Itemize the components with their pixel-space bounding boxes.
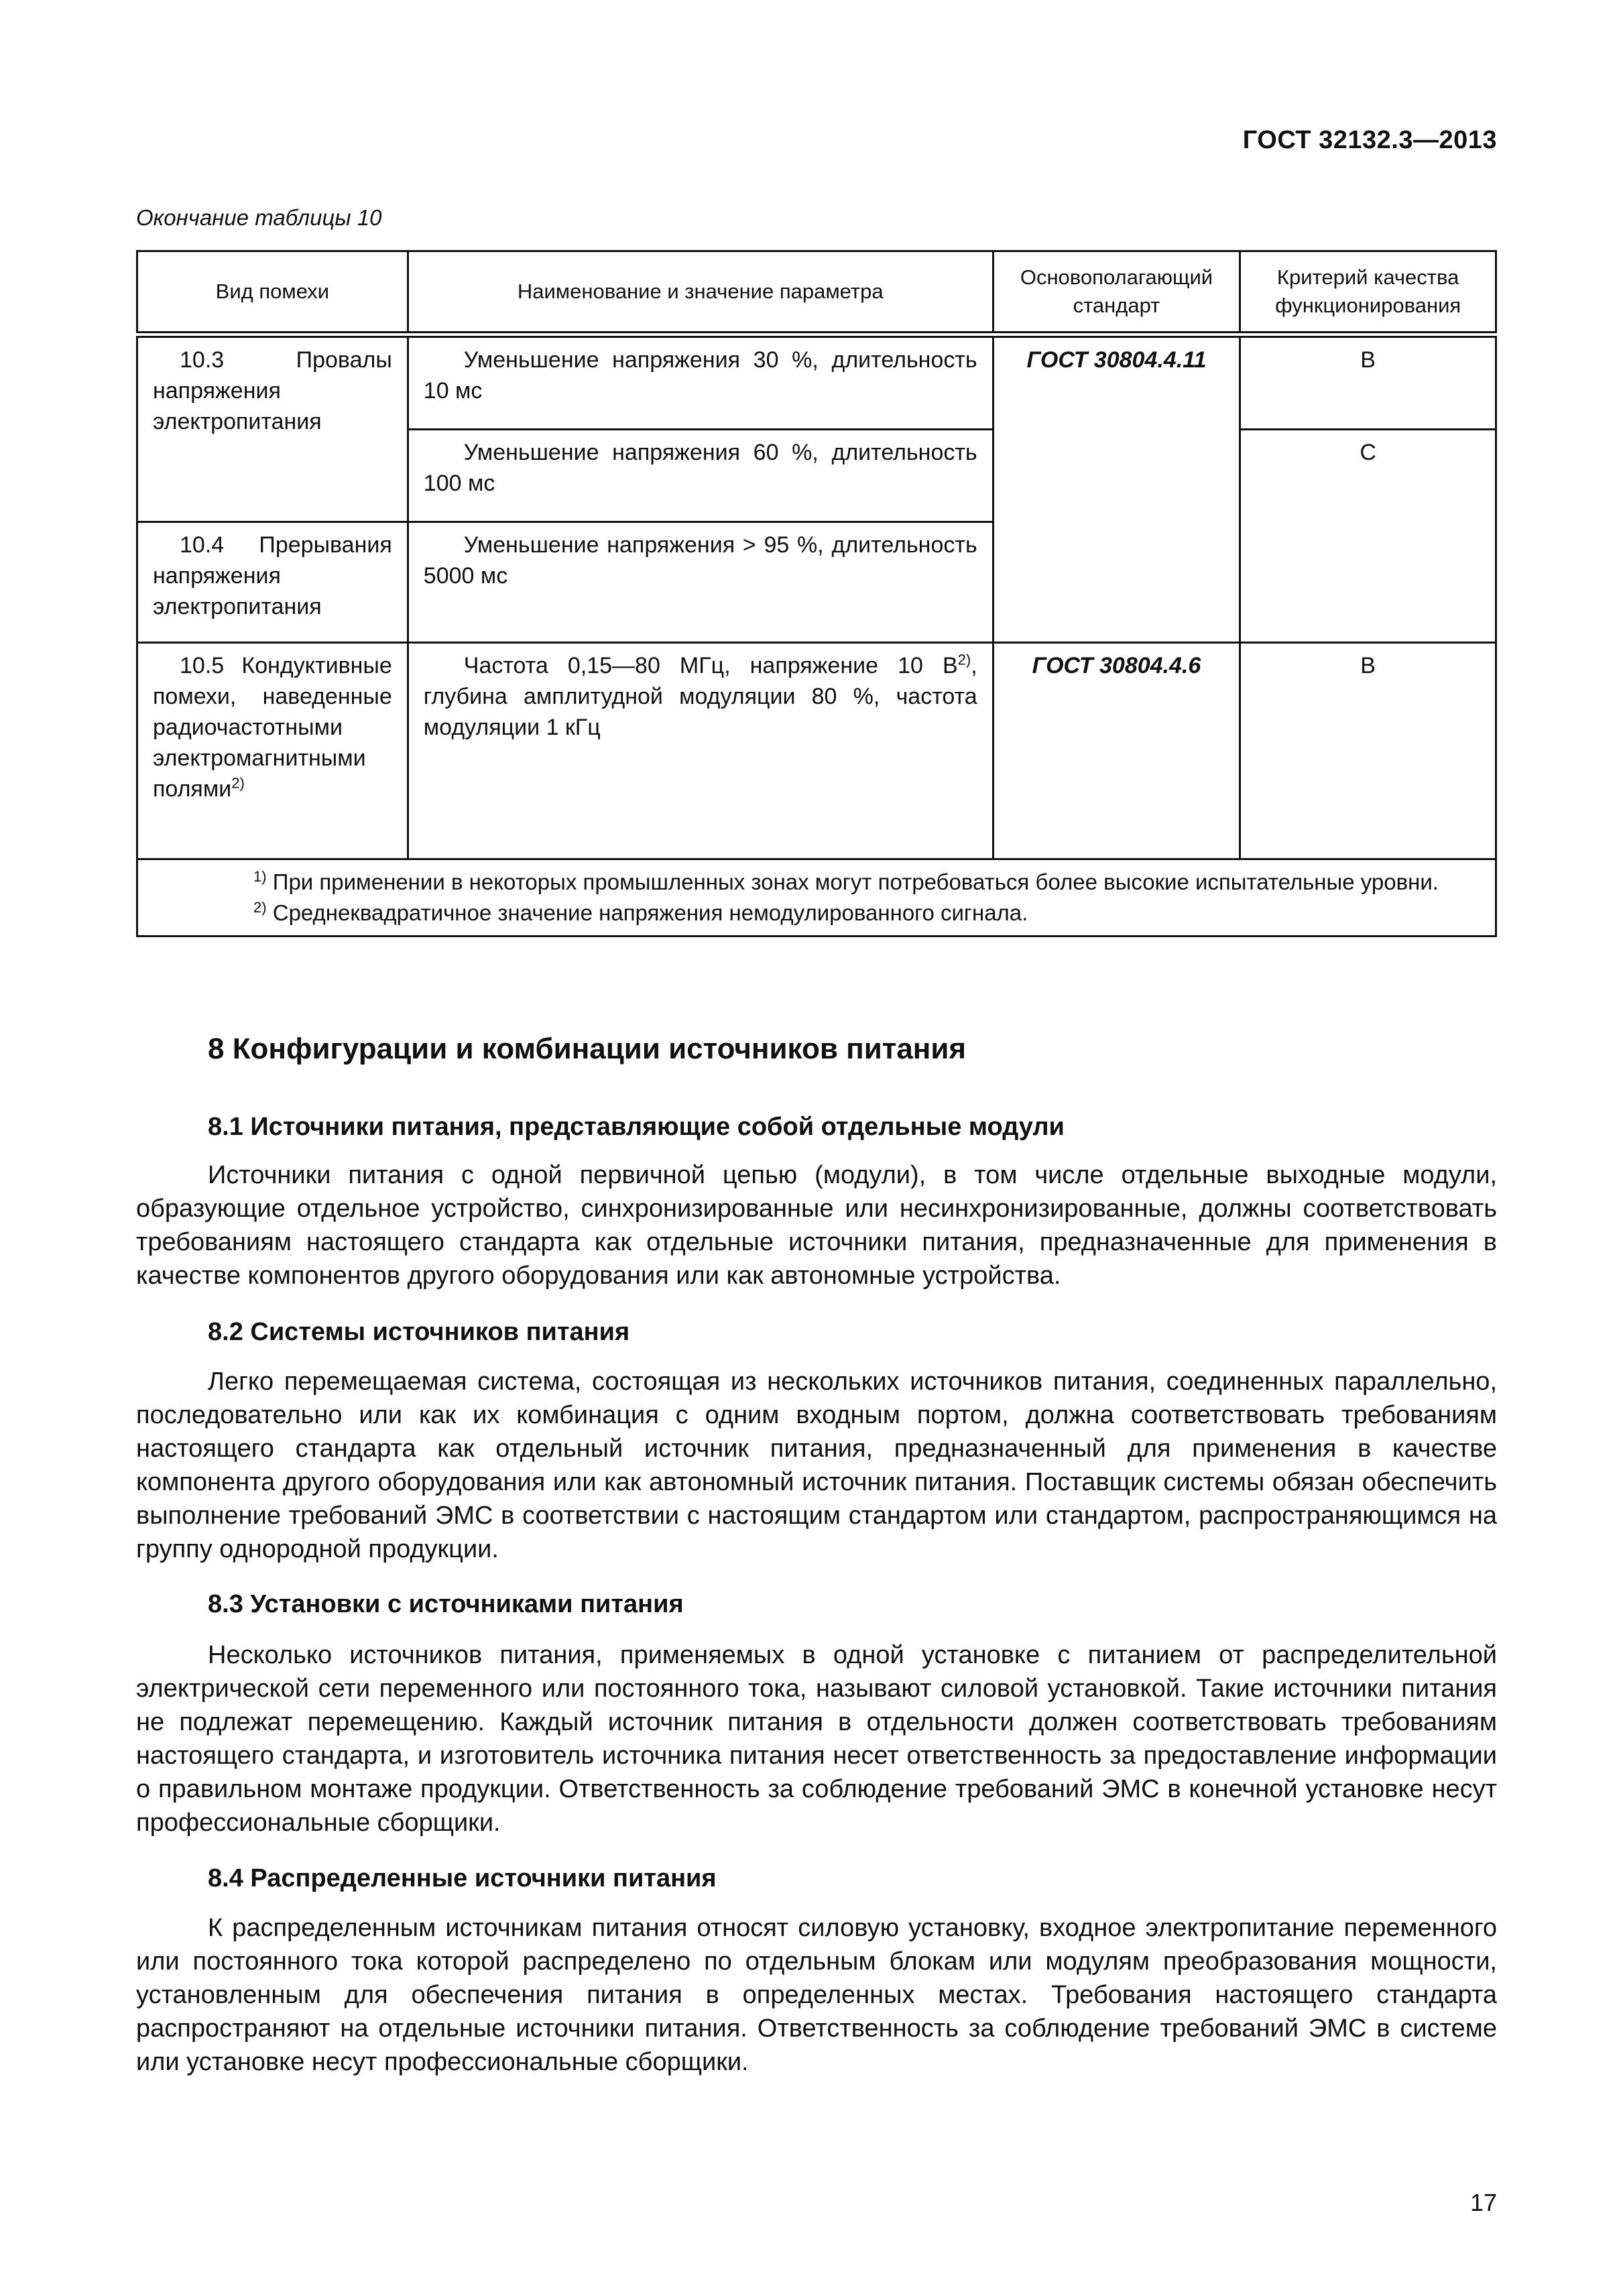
cell-standard-4-11: ГОСТ 30804.4.11: [993, 335, 1240, 643]
param-10-5-text-a: Частота 0,15—80 МГц, напряжение 10 В: [463, 653, 958, 678]
paragraph-8-3: Несколько источников питания, применяемых в одной установке с питанием от распределительной электрической сети переменного или постоянного тока, называют силовой установкой. Такие источники питания не подлежат перемещению. Каждый источник питания в отдельности должен соответствовать требованиям настоящего стандарта, и изготовитель источника питания несет ответственность за предоставление информации о правильном монтаже продукции. Ответственность за соблюдение требований ЭМС в конечной установке несут профессиональные сборщики.: [136, 1641, 1497, 1837]
cell-param-10-5: [408, 643, 993, 859]
header-cell-kind: Вид помехи: [137, 251, 408, 335]
footnote-1: [153, 867, 1480, 898]
cell-kind-10-3: 10.3 Провалы напряжения электропитания: [137, 335, 408, 522]
paragraph-8-4: К распределенным источникам питания относят силовую установку, входное электропитание переменного или постоянного тока которой распределено по отдельным блокам или модулям преобразования мощности, установленным для обеспечения питания в определенных местах. Требования настоящего стандарта распространяют на отдельные источники питания. Ответственность за соблюдение требований ЭМС в системе или установке несут профессиональные сборщики.: [136, 1914, 1497, 2076]
section-title: 8 Конфигурации и комбинации источников питания: [208, 1032, 967, 1065]
footnote-ref: 2): [957, 651, 971, 668]
footnote-mark: 2): [253, 899, 267, 916]
paragraph-8-1: Источники питания с одной первичной цепью (модули), в том числе отдельные выходные модули, образующие отдельное устройство, синхронизированные или несинхронизированные, должны соответствовать требованиям настоящего стандарта как отдельные источники питания, предназначенные для применения в качестве компонентов другого оборудования или как автономные устройства.: [136, 1161, 1497, 1290]
cell-criterion-b: B: [1240, 643, 1496, 859]
subsection-title-8-1: 8.1 Источники питания, представляющие собой отдельные модули: [208, 1113, 1065, 1141]
table-row: [137, 643, 1496, 859]
cell-param-10-4: Уменьшение напряжения > 95 %, длительность 5000 мс: [408, 522, 993, 643]
paragraph-8-2: Легко перемещаемая система, состоящая из нескольких источников питания, соединенных параллельно, последовательно или как их комбинация с одним входным портом, должна соответствовать требованиям настоящего стандарта как отдельный источник питания, предназначенный для применения в качестве компонента другого оборудования или как автономный источник питания. Поставщик системы обязан обеспечить выполнение требований ЭМС в соответствии с настоящим стандартом или стандартом, распространяющимся на группу однородной продукции.: [136, 1368, 1497, 1563]
table-caption: Окончание таблицы 10: [136, 205, 382, 230]
table-10: [136, 250, 1497, 937]
table-header-row: [137, 251, 1496, 335]
document-code: ГОСТ 32132.3—2013: [1242, 126, 1497, 154]
footnote-text: При применении в некоторых промышленных зонах могут потребоваться более высокие испытательные уровни.: [266, 869, 1439, 894]
header-cell-criterion: Критерий качества функционирования: [1240, 251, 1496, 335]
cell-criterion-c: C: [1240, 430, 1496, 643]
footnote-mark: 1): [253, 868, 267, 885]
table-notes: [137, 859, 1496, 936]
cell-standard-4-6: ГОСТ 30804.4.6: [993, 643, 1240, 859]
footnote-text: Среднеквадратичное значение напряжения немодулированного сигнала.: [266, 900, 1028, 925]
header-cell-parameter: Наименование и значение параметра: [408, 251, 993, 335]
kind-10-5-text: 10.5 Кондуктивные помехи, наведенные радиочастотными электромагнитными полями: [153, 653, 392, 802]
cell-param-10-3-a: Уменьшение напряжения 30 %, длительность 10 мс: [408, 335, 993, 430]
cell-kind-10-4: 10.4 Прерывания напряжения электропитания: [137, 522, 408, 643]
subsection-title-8-2: 8.2 Системы источников питания: [208, 1318, 630, 1346]
subsection-title-8-4: 8.4 Распределенные источники питания: [208, 1864, 717, 1892]
table-row: [137, 335, 1496, 430]
cell-criterion-b: B: [1240, 335, 1496, 430]
footnote-ref: 2): [231, 774, 245, 792]
header-cell-standard: Основополагающий стандарт: [993, 251, 1240, 335]
footnote-2: [153, 898, 1480, 928]
cell-kind-10-5: [137, 643, 408, 859]
subsection-title-8-3: 8.3 Установки с источниками питания: [208, 1590, 684, 1618]
param-10-5-text-b: , глубина амплитудной модуляции 80 %, частота модуляции 1 кГц: [423, 653, 977, 740]
page-number: 17: [1469, 2189, 1497, 2216]
cell-param-10-3-b: Уменьшение напряжения 60 %, длительность 100 мс: [408, 430, 993, 522]
table-notes-row: [137, 859, 1496, 936]
